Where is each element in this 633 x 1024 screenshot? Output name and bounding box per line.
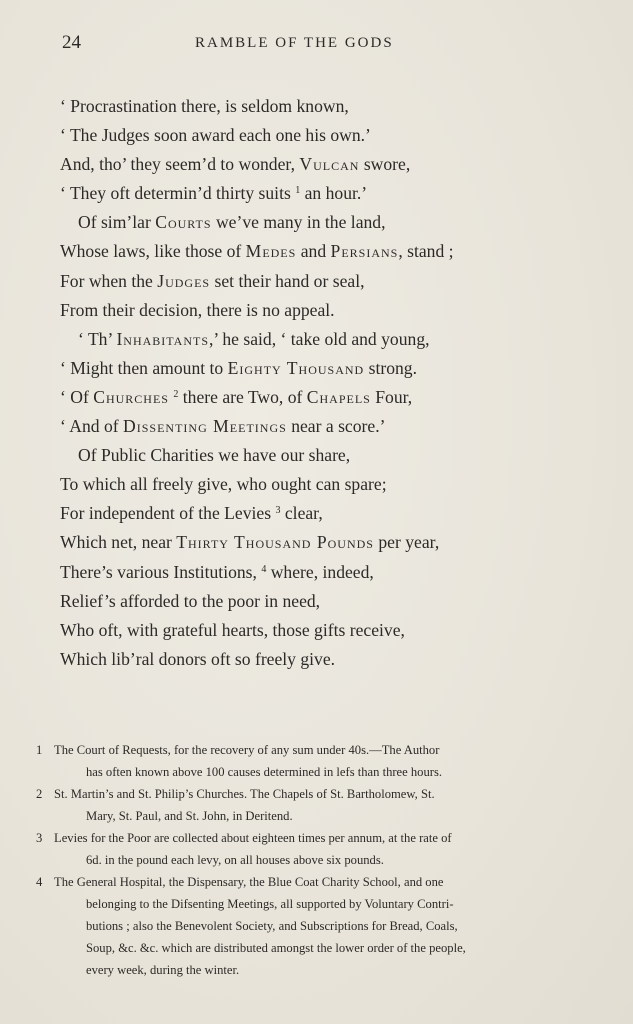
line-text: where, indeed, [266,561,374,582]
footnote [36,827,598,871]
line-text: ‘ Th’ [78,328,117,349]
line-text: near a score.’ [286,416,386,437]
small-caps-text: Medes [245,241,297,262]
footnote [36,871,598,981]
small-caps-text: Vulcan [299,154,360,175]
footnote-line: Levies for the Poor are collected about eighteen times per annum, at the rate of [54,831,452,845]
footnote-number: 4 [36,875,43,889]
footnote-text [54,783,598,827]
footnote-line: has often known above 100 causes determined in lefs than three hours. [86,765,443,779]
line-text: , stand ; [398,241,454,262]
small-caps-text: Chapels [306,386,371,407]
small-caps-text: Inhabitants [116,328,209,349]
footnote-marker: 1 [295,185,301,197]
small-caps-text: Thirty Thousand Pounds [176,532,374,553]
footnote-marker: 2 [173,388,179,400]
poem-line [60,267,580,296]
footnote-text [54,871,598,981]
footnote-text [54,739,598,783]
line-text: strong. [364,357,417,378]
poem-line [60,412,580,441]
poem-line [60,354,580,383]
line-text: Relief’s afforded to the poor in need, [60,590,321,611]
line-text: swore, [359,154,411,175]
line-text: And, tho’ they seem’d to wonder, [60,154,300,175]
line-text: ‘ They oft determin’d thirty suits [60,183,296,204]
small-caps-text: Churches [93,386,169,407]
line-text: per year, [373,532,440,553]
small-caps-text: Eighty Thousand [227,357,365,378]
footnote-number: 3 [36,831,43,845]
footnote-number: 2 [36,787,43,801]
poem-line [60,150,580,179]
line-text: ,’ he said, ‘ take old and young, [209,328,430,349]
line-text: Of Public Charities we have our share, [78,445,351,466]
footnote-line: The General Hospital, the Dispensary, the Blue Coat Charity School, and one [54,875,444,889]
small-caps-text: Dissenting Meetings [123,416,287,437]
poem-line [60,441,580,470]
poem-line [60,616,580,645]
poem-line [60,121,580,150]
footnote-line: every week, during the winter. [86,963,240,977]
page-header [0,32,633,58]
footnote [36,783,598,827]
poem-line [60,325,580,354]
line-text: there are Two, of [178,386,307,407]
line-text: clear, [280,503,323,524]
footnotes [36,739,598,981]
poem-line [60,92,580,121]
footnote-line: Mary, St. Paul, and St. John, in Deritend. [86,809,293,823]
line-text: ‘ Procrastination there, is seldom known, [60,96,349,116]
line-text: ‘ The Judges soon award each one his own.’ [60,125,371,146]
line-text: For when the [60,270,158,291]
line-text: set their hand or seal, [210,270,365,291]
poem-line [60,383,580,412]
line-text: Which lib’ral donors oft so freely give. [60,648,336,669]
line-text: Who oft, with grateful hearts, those gifts receive, [60,619,405,640]
poem-line [60,499,580,528]
line-text: Of sim’lar [78,212,156,233]
line-text: an hour.’ [300,183,368,204]
line-text: and [296,241,331,262]
footnote-marker: 3 [275,505,281,517]
small-caps-text: Persians [330,241,399,262]
poem-line [60,179,580,208]
line-text: Four, [370,386,413,407]
page-number: 24 [62,32,81,53]
line-text: There’s various Institutions, [60,561,262,582]
line-text: From their decision, there is no appeal. [60,299,335,320]
footnote-number: 1 [36,743,43,757]
poem-line [60,645,580,674]
poem-line [60,237,580,266]
poem-line [60,208,580,237]
footnote-line: belonging to the Difsenting Meetings, all supported by Voluntary Contri- [86,897,454,911]
poem-line [60,470,580,499]
running-head: RAMBLE OF THE GODS [195,35,394,51]
line-text: Whose laws, like those of [60,241,246,262]
poem-line [60,558,580,587]
poem-line [60,528,580,557]
footnote-marker: 4 [261,563,267,575]
line-text: ‘ Might then amount to [60,357,228,378]
footnote-line: St. Martin’s and St. Philip’s Churches. The Chapels of St. Bartholomew, St. [54,787,435,801]
poem-line [60,296,580,325]
footnote-text [54,827,598,871]
small-caps-text: Courts [155,212,212,233]
footnote [36,739,598,783]
footnote-line: 6d. in the pound each levy, on all houses above six pounds. [86,853,384,867]
line-text: For independent of the Levies [60,503,276,524]
line-text: ‘ And of [60,416,124,437]
footnote-line: butions ; also the Benevolent Society, and Subscriptions for Bread, Coals, [86,919,458,933]
line-text: Which net, near [60,532,177,553]
poem-text [60,92,580,674]
line-text: To which all freely give, who ought can spare; [60,474,387,495]
footnote-line: Soup, &c. &c. which are distributed amongst the lower order of the people, [86,941,466,955]
poem-line [60,587,580,616]
small-caps-text: Judges [157,270,211,291]
line-text: ‘ Of [60,386,94,407]
footnote-line: The Court of Requests, for the recovery of any sum under 40s.—The Author [54,743,440,757]
line-text: we’ve many in the land, [211,212,386,233]
